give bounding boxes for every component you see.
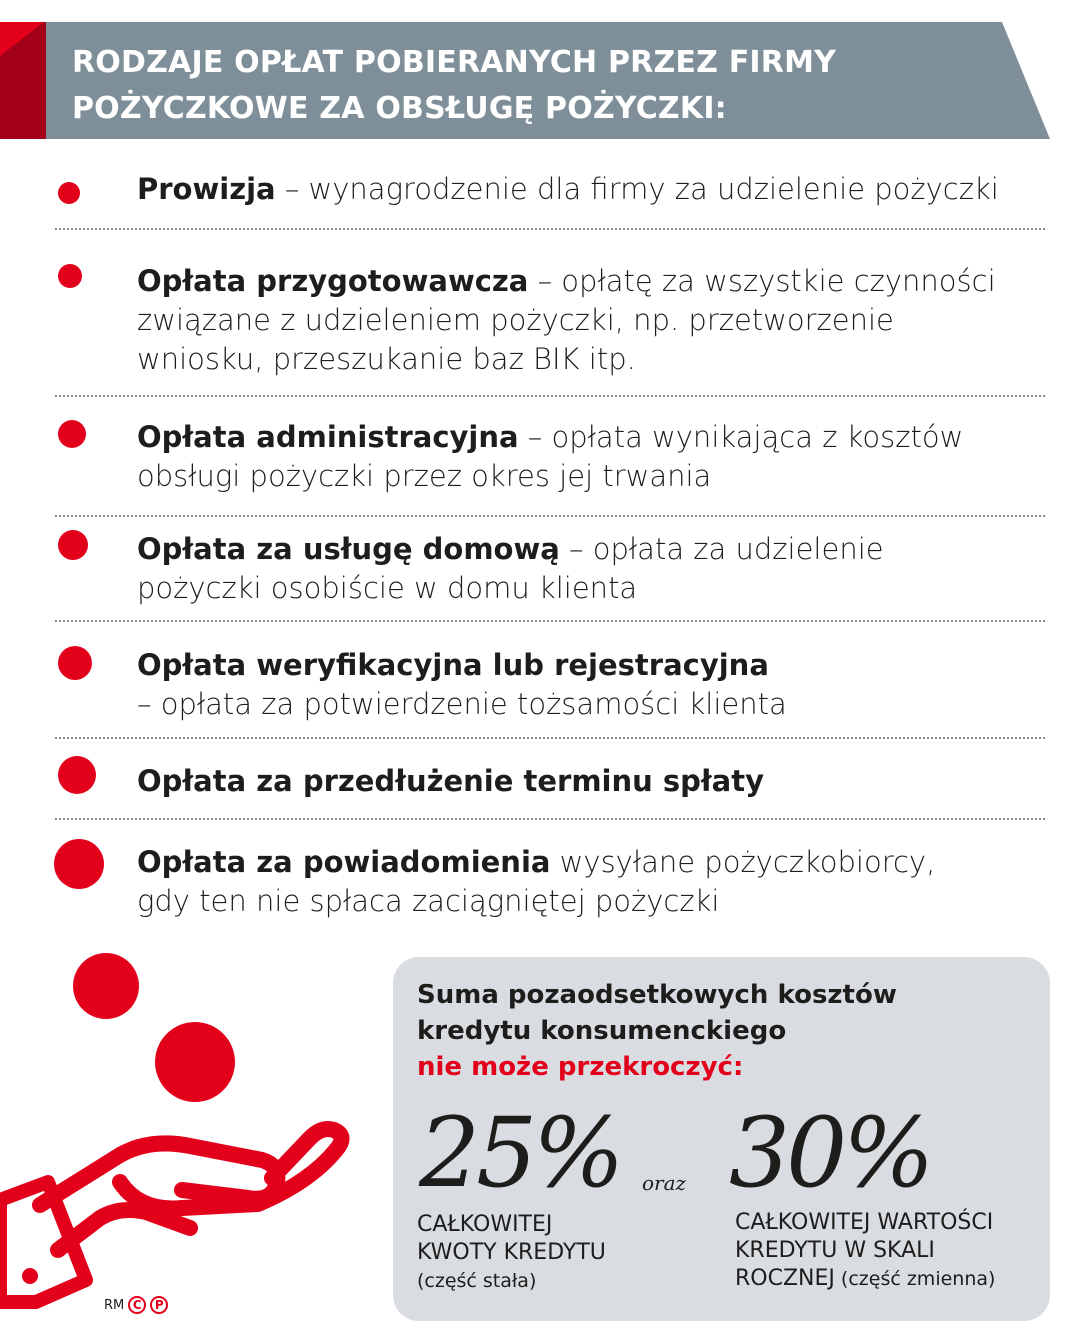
fee-description: – wynagrodzenie dla firmy za udzielenie pożyczki xyxy=(275,172,999,206)
fee-text xyxy=(137,646,1067,724)
divider xyxy=(55,515,1045,517)
info-heading-line-3: nie może przekroczyć: xyxy=(417,1052,744,1082)
bullet-dot-icon xyxy=(54,839,104,889)
fee-description-line: wniosku, przeszukanie baz BIK itp. xyxy=(137,342,636,376)
left-caption-line-1: CAŁKOWITEJ xyxy=(417,1212,553,1237)
fee-text xyxy=(137,262,1067,379)
left-caption xyxy=(417,1211,606,1295)
fee-name: Opłata za powiadomienia xyxy=(137,845,551,879)
fee-description: wysyłane pożyczkobiorcy, xyxy=(550,845,936,879)
info-heading-line-1: Suma pozaodsetkowych kosztów xyxy=(417,980,897,1010)
fee-name: Opłata przygotowawcza xyxy=(137,264,529,298)
right-caption-line-3-note: (część zmienna) xyxy=(834,1268,996,1290)
fee-name: Opłata za usługę domową xyxy=(137,532,560,566)
copyright-icon: C xyxy=(128,1296,146,1314)
left-caption-line-2: KWOTY KREDYTU xyxy=(417,1240,606,1265)
right-caption-line-3: ROCZNEJ xyxy=(735,1266,835,1291)
fee-text xyxy=(137,418,1067,496)
divider xyxy=(55,620,1045,622)
fee-description: – opłata za udzielenie xyxy=(559,532,884,566)
fee-description: – opłatę za wszystkie czynności xyxy=(528,264,996,298)
hand-with-coins-icon xyxy=(0,950,360,1310)
fee-name: Opłata weryfikacyjna lub rejestracyjna xyxy=(137,648,769,682)
bullet-dot-icon xyxy=(58,756,96,794)
divider xyxy=(55,228,1045,230)
fee-text xyxy=(137,530,1067,608)
page-title-line-1: RODZAJE OPŁAT POBIERANYCH PRZEZ FIRMY xyxy=(72,45,837,80)
bullet-dot-icon xyxy=(58,420,86,448)
fee-name: Opłata za przedłużenie terminu spłaty xyxy=(137,764,764,798)
left-caption-line-3: (część stała) xyxy=(417,1270,537,1292)
fee-description-line: pożyczki osobiście w domu klienta xyxy=(137,571,638,605)
credit-initials: RM xyxy=(104,1297,125,1313)
fee-name: Opłata administracyjna xyxy=(137,420,519,454)
info-heading xyxy=(417,977,897,1085)
info-heading-line-2: kredytu konsumenckiego xyxy=(417,1016,787,1046)
fee-text xyxy=(137,170,1067,209)
press-icon: P xyxy=(150,1296,168,1314)
fee-description: – opłata wynikająca z kosztów xyxy=(518,420,964,454)
bullet-dot-icon xyxy=(58,264,82,288)
right-caption-line-1: CAŁKOWITEJ WARTOŚCI xyxy=(735,1210,994,1235)
left-percentage: 25% xyxy=(419,1097,621,1209)
bullet-dot-icon xyxy=(58,182,80,204)
page-title xyxy=(72,40,972,132)
info-box xyxy=(393,957,1050,1321)
divider xyxy=(55,818,1045,820)
page-title-line-2: POŻYCZKOWE ZA OBSŁUGĘ POŻYCZKI: xyxy=(72,91,727,126)
bullet-dot-icon xyxy=(58,530,88,560)
fee-text xyxy=(137,762,1067,801)
right-percentage: 30% xyxy=(729,1097,931,1209)
fee-description-line: – opłata za potwierdzenie tożsamości klienta xyxy=(137,687,787,721)
fee-name: Prowizja xyxy=(137,172,276,206)
fee-description-line: obsługi pożyczki przez okres jej trwania xyxy=(137,459,712,493)
fee-description-line: związane z udzieleniem pożyczki, np. przetworzenie xyxy=(137,303,894,337)
fee-text xyxy=(137,843,1067,921)
right-caption-line-2: KREDYTU W SKALI xyxy=(735,1238,935,1263)
credit xyxy=(104,1296,168,1314)
right-caption xyxy=(735,1209,995,1293)
connector-word: oraz xyxy=(642,1171,687,1195)
divider xyxy=(55,737,1045,739)
fee-description-line: gdy ten nie spłaca zaciągniętej pożyczki xyxy=(137,884,720,918)
bullet-dot-icon xyxy=(58,646,92,680)
divider xyxy=(55,395,1045,397)
